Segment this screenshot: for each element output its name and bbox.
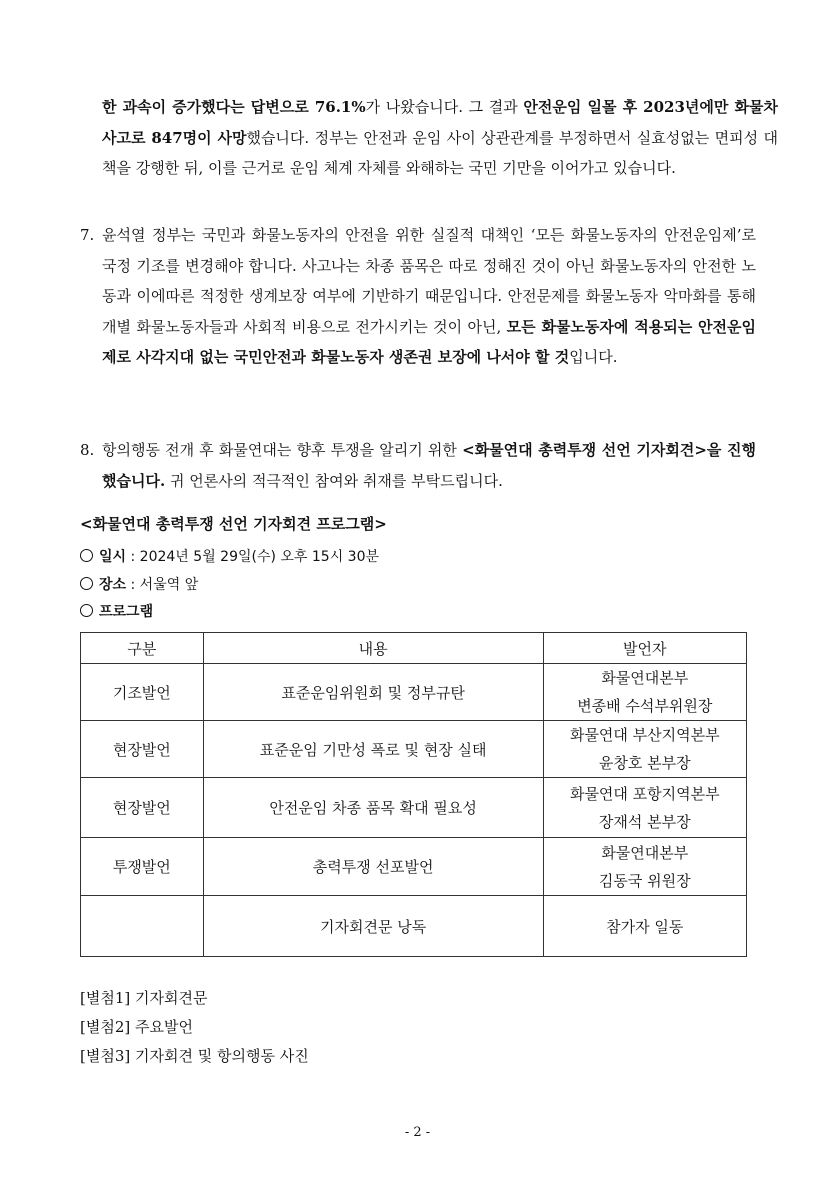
header-type: 구분 — [81, 633, 204, 664]
program-table — [80, 632, 747, 957]
date-value: : 2024년 5월 29일(수) 오후 15시 30분 — [126, 549, 380, 565]
paragraph-text: 가 나왔습니다. 그 결과 — [365, 98, 524, 116]
cell-type: 현장발언 — [81, 778, 204, 838]
program-label-row — [80, 601, 153, 621]
cell-type: 현장발언 — [81, 721, 204, 778]
item-bold-text: <화물연대 총력투쟁 선언 기자회견>을 진행했습니다. — [102, 441, 756, 490]
circle-bullet-icon — [80, 604, 93, 617]
item-body — [102, 435, 756, 496]
cell-type: 기조발언 — [81, 664, 204, 721]
numbered-item-7 — [80, 220, 756, 373]
cell-content: 안전운임 차종 품목 확대 필요성 — [203, 778, 543, 838]
cell-content: 기자회견문 낭독 — [203, 896, 543, 957]
speaker-org: 화물연대본부 — [601, 669, 689, 687]
program-date — [80, 546, 379, 566]
cell-speaker: 참가자 일동 — [543, 896, 746, 957]
cell-speaker — [543, 664, 746, 721]
page-number: - 2 - — [404, 1125, 431, 1140]
item-text: 윤석열 정부는 국민과 화물노동자의 안전을 위한 실질적 대책인 ‘모든 화물노동자의 안전운임제’로 국정 기조를 변경해야 합니다. 사고나는 차종 품목은 따로 정해진 것이 아닌 화물노동자의 안전한 노동과 이에따른 적정한 생계보장 여부에 기반하기 때문입니다. 안전문제를 화물노동자 악마화를 통해 개별 화물노동자들과 사회적 비용으로 전가시키는 것이 아닌, — [102, 226, 756, 336]
program-title: <화물연대 총력투쟁 선언 기자회견 프로그램> — [80, 515, 387, 533]
table-header-row — [81, 633, 747, 664]
header-speaker: 발언자 — [543, 633, 746, 664]
paragraph-text: 했습니다. 정부는 안전과 운임 사이 상관관계를 부정하면서 실효성없는 면피성 대책을 강행한 뒤, 이를 근거로 운임 체계 자체를 와해하는 국민 기만을 이어가고 있습니다. — [102, 128, 778, 177]
cell-content: 총력투쟁 선포발언 — [203, 838, 543, 896]
speaker-name: 김동국 위원장 — [598, 871, 691, 890]
item-body — [102, 220, 756, 373]
cell-speaker — [543, 778, 746, 838]
cell-speaker — [543, 721, 746, 778]
attachment-1: [별첨1] 기자회견문 — [80, 989, 208, 1007]
table-row — [81, 664, 747, 721]
program-place — [80, 574, 198, 594]
attachment-2: [별첨2] 주요발언 — [80, 1018, 193, 1036]
item-bold-text: 모든 화물노동자에 적용되는 안전운임제로 사각지대 없는 국민안전과 화물노동자 생존권 보장에 나서야 할 것 — [102, 317, 756, 366]
item-text: 항의행동 전개 후 화물연대는 향후 투쟁을 알리기 위한 — [102, 441, 463, 459]
table-row — [81, 896, 747, 957]
table-row — [81, 838, 747, 896]
numbered-item-8 — [80, 435, 756, 496]
date-label: 일시 — [99, 549, 127, 565]
speaker-name: 변종배 수석부위원장 — [577, 697, 713, 715]
speaker-name: 윤창호 본부장 — [598, 754, 691, 772]
item-text: 귀 언론사의 적극적인 참여와 취재를 부탁드립니다. — [165, 471, 503, 490]
cell-content: 표준운임위원회 및 정부규탄 — [203, 664, 543, 721]
table-row — [81, 721, 747, 778]
header-content: 내용 — [203, 633, 543, 664]
cell-content: 표준운임 기만성 폭로 및 현장 실태 — [203, 721, 543, 778]
place-value: : 서울역 앞 — [126, 577, 199, 593]
cell-speaker — [543, 838, 746, 896]
table-row — [81, 778, 747, 838]
item-text: 입니다. — [569, 348, 618, 366]
program-label: 프로그램 — [99, 604, 154, 620]
place-label: 장소 — [99, 577, 127, 593]
speaker-name: 장재석 본부장 — [598, 812, 691, 831]
attachment-3: [별첨3] 기자회견 및 항의행동 사진 — [80, 1047, 309, 1065]
item-number: 7. — [80, 226, 95, 244]
continued-paragraph — [80, 92, 778, 184]
speaker-org: 화물연대 포항지역본부 — [569, 784, 720, 803]
paragraph-bold-text: 안전운임 일몰 후 2023년에만 화물차 사고로 847명이 사망 — [102, 98, 778, 147]
speaker-org: 화물연대본부 — [601, 843, 689, 862]
circle-bullet-icon — [80, 577, 93, 590]
item-number: 8. — [80, 441, 95, 459]
cell-type — [81, 896, 204, 957]
paragraph-bold-text: 한 과속이 증가했다는 답변으로 76.1% — [102, 98, 366, 116]
speaker-org: 화물연대 부산지역본부 — [569, 726, 720, 744]
circle-bullet-icon — [80, 549, 93, 562]
cell-type: 투쟁발언 — [81, 838, 204, 896]
